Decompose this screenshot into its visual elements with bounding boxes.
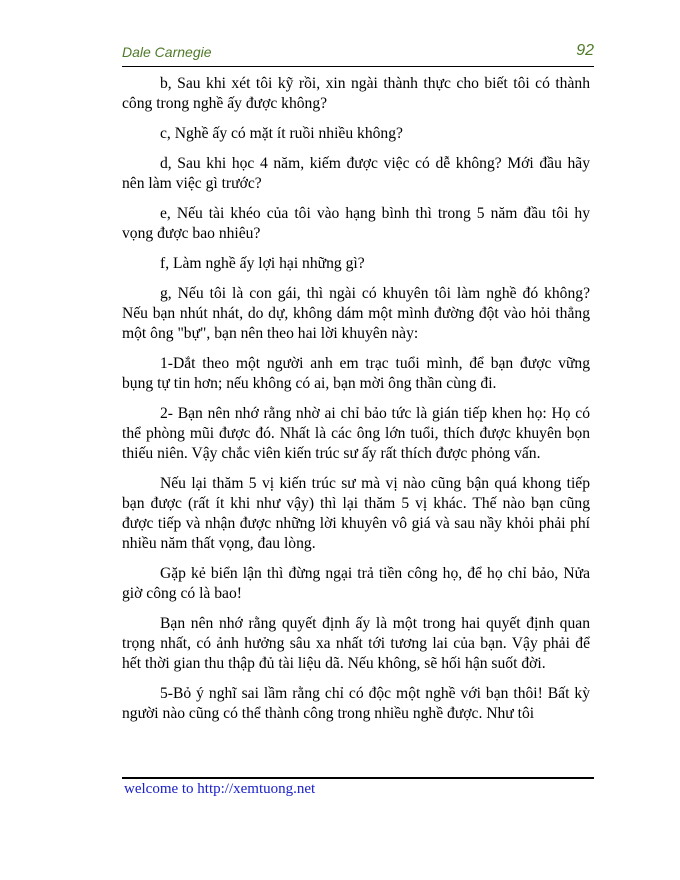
paragraph-f: f, Làm nghề ấy lợi hại những gì? — [160, 255, 365, 272]
footer-link[interactable]: welcome to http://xemtuong.net — [124, 781, 316, 797]
paragraph-d: d, Sau khi học 4 năm, kiếm được việc có dễ không? Mới đầu hãy nên làm việc gì trước? — [122, 155, 590, 192]
paragraph-advice-1: 1-Dắt theo một người anh em trạc tuổi mình, để bạn được vững bụng tự tin hơn; nếu không có ai, bạn mời ông thần cùng đi. — [122, 355, 590, 392]
header-divider — [122, 66, 594, 67]
paragraph-visit-again: Nếu lại thăm 5 vị kiến trúc sư mà vị nào cũng bận quá khong tiếp bạn được (rất ít khi như vậy) thì lại thăm 5 vị khác. Thế nào bạn cũng được tiếp và nhận được những lời khuyên vô giá và sau nầy khỏi phải phí nhiều năm thất vọng, đau lòng. — [122, 475, 590, 552]
footer-divider — [122, 777, 594, 779]
page-header — [122, 44, 594, 66]
paragraph-pay-fee: Gặp kẻ biển lận thì đừng ngại trả tiền công họ, để họ chỉ bảo, Nửa giờ công có là bao! — [122, 565, 590, 602]
paragraph-advice-2: 2- Bạn nên nhớ rằng nhờ ai chỉ bảo tức là gián tiếp khen họ: Họ có thể phòng mũi được đó. Nhất là các ông lớn tuổi, thích được khuyên bọn thiếu niên. Vậy chắc viên kiến trúc sư ấy rất thích được phỏng vấn. — [122, 405, 590, 462]
header-author: Dale Carnegie — [122, 44, 212, 60]
paragraph-g: g, Nếu tôi là con gái, thì ngài có khuyên tôi làm nghề đó không? Nếu bạn nhút nhát, do dự, không dám một mình đường đột vào hỏi thẳng một ông "bự", bạn nên theo hai lời khuyên này: — [122, 285, 590, 342]
paragraph-point-5: 5-Bỏ ý nghĩ sai lầm rằng chỉ có độc một nghề với bạn thôi! Bất kỳ người nào cũng có thể thành công trong nhiều nghề được. Như tôi — [122, 685, 590, 722]
header-page-number: 92 — [576, 42, 594, 59]
page-body — [122, 74, 590, 734]
paragraph-b: b, Sau khi xét tôi kỹ rồi, xin ngài thành thực cho biết tôi có thành công trong nghề ấy được không? — [122, 75, 590, 112]
paragraph-important-decision: Bạn nên nhớ rằng quyết định ấy là một trong hai quyết định quan trọng nhất, có ảnh hưởng sâu xa nhất tới tương lai của bạn. Vậy phải để hết thời gian thu thập đủ tài liệu dã. Nếu không, sẽ hối hận suốt đời. — [122, 615, 590, 672]
paragraph-c: c, Nghề ấy có mặt ít ruồi nhiều không? — [160, 125, 403, 142]
paragraph-e: e, Nếu tài khéo của tôi vào hạng bình thì trong 5 năm đầu tôi hy vọng được bao nhiêu? — [122, 205, 590, 242]
